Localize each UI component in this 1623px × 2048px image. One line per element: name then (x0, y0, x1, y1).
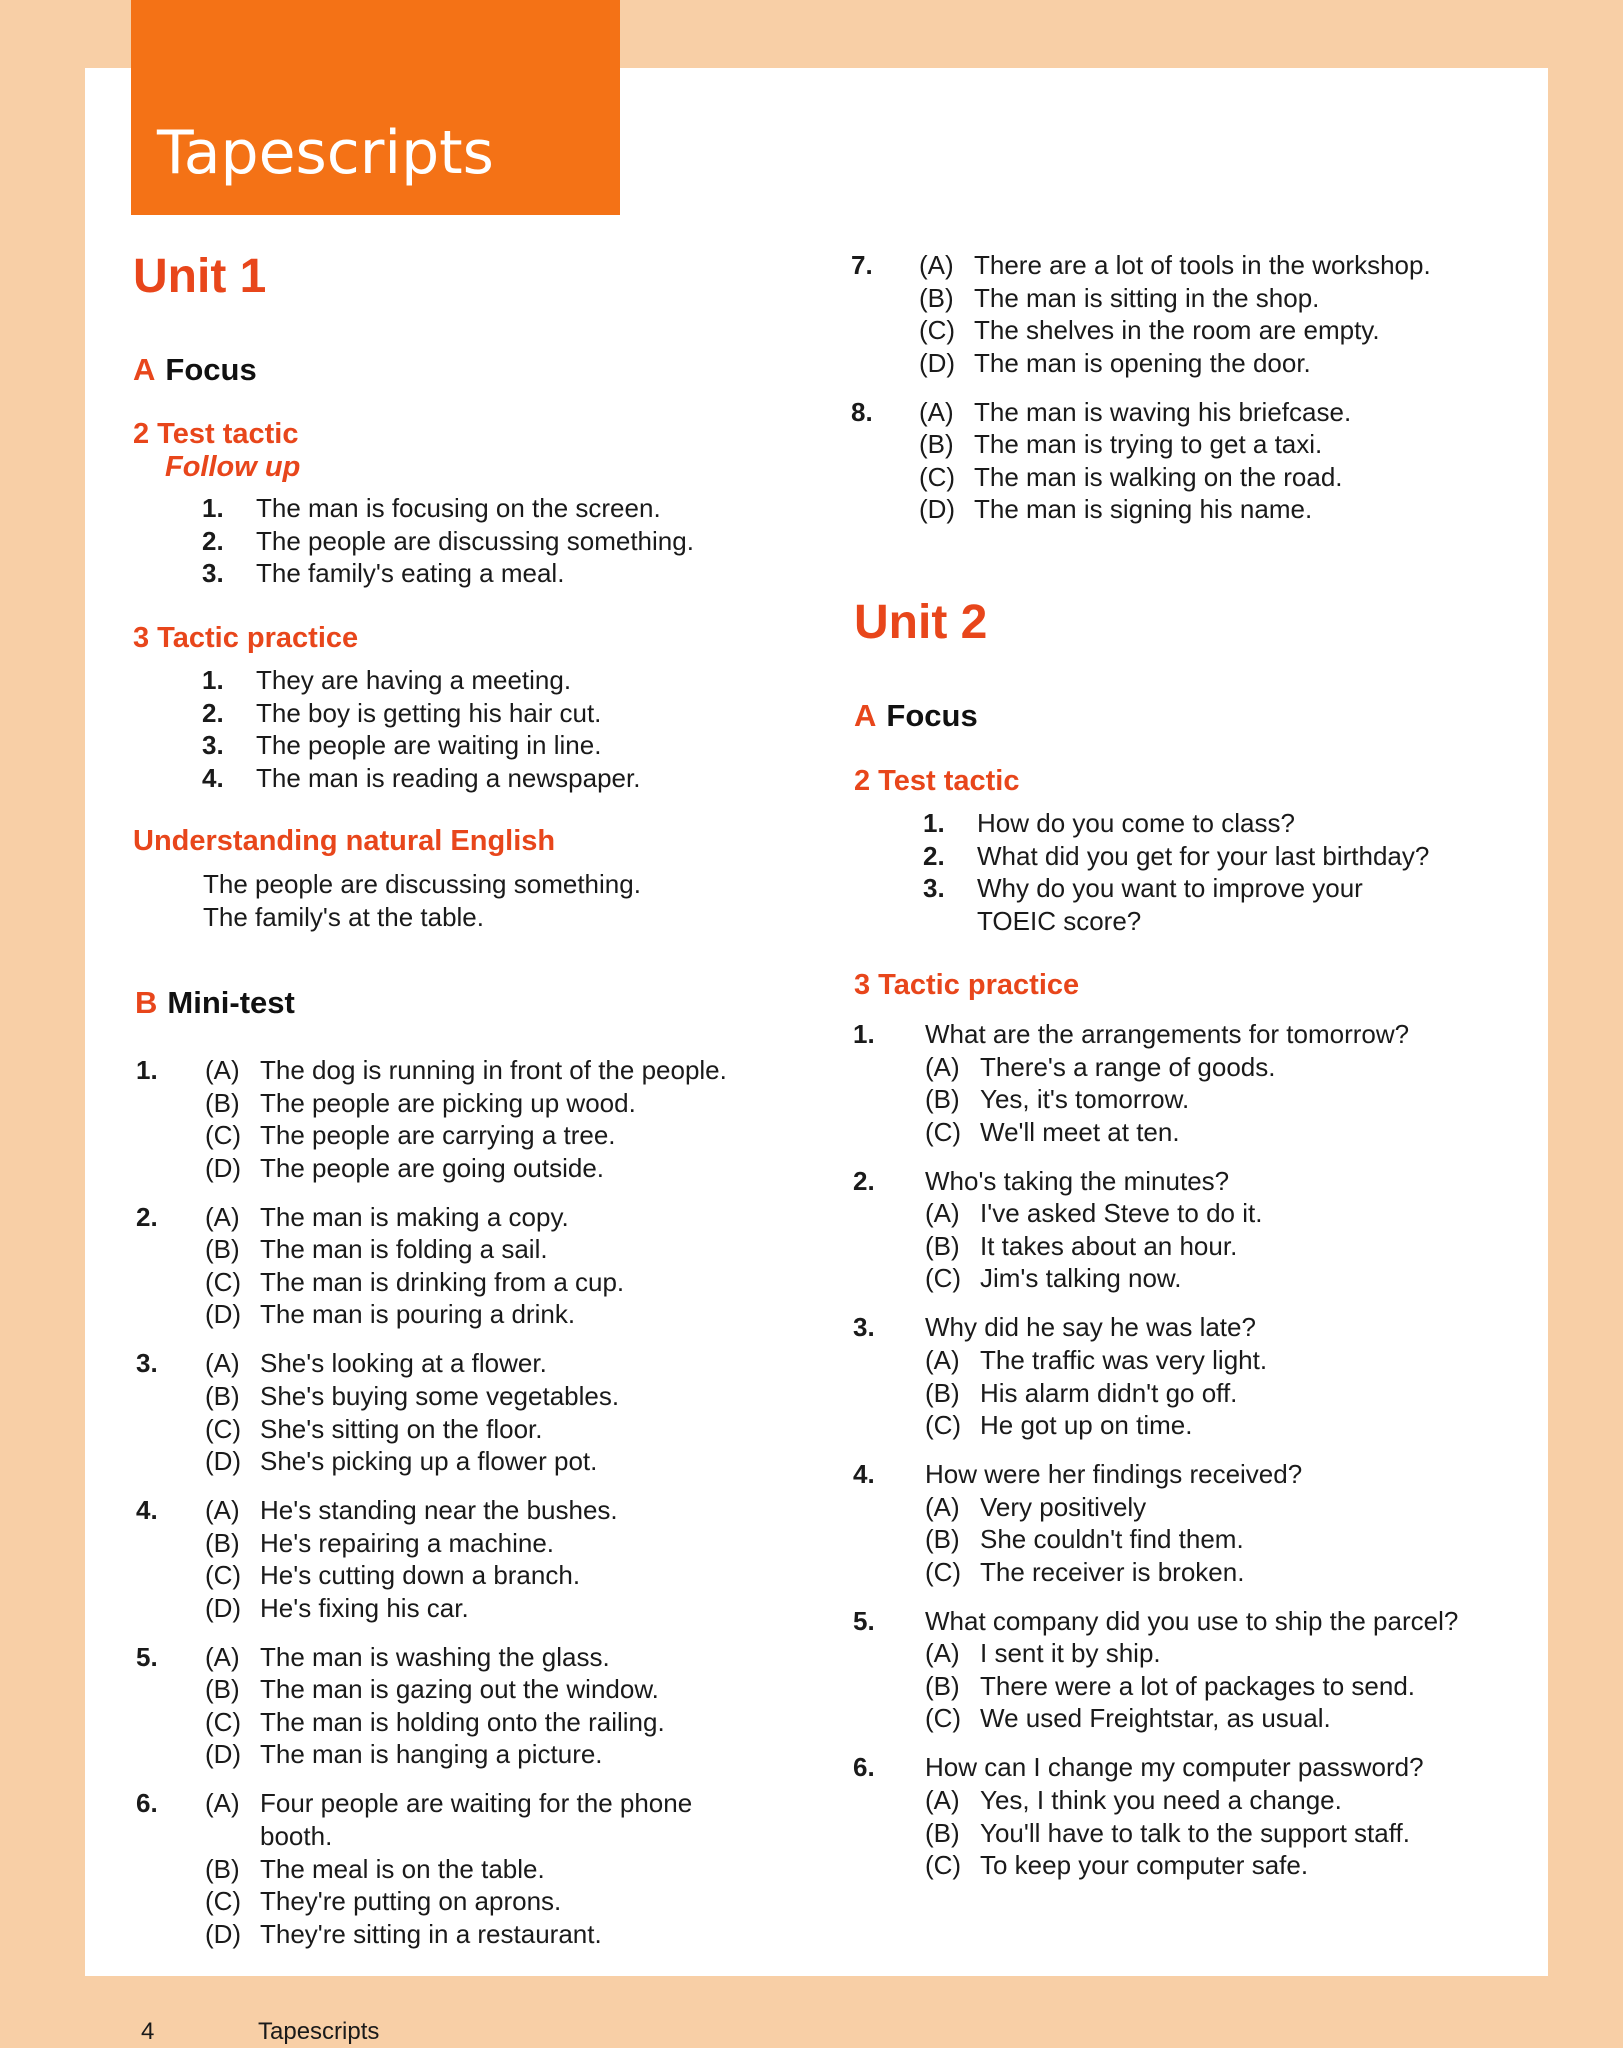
option-text: The man is holding onto the railing. (260, 1706, 665, 1737)
mini-test-heading (135, 985, 295, 1021)
option-row (851, 461, 1491, 494)
option-letter: (A) (925, 1491, 960, 1522)
unit2-heading: Unit 2 (854, 596, 988, 649)
unit1-tactic-practice-heading: 3 Tactic practice (133, 622, 359, 654)
item-text: The man is focusing on the screen. (256, 493, 661, 523)
question-number (136, 1119, 205, 1152)
question-number (136, 1592, 205, 1625)
item-number: 4. (202, 762, 224, 793)
list-item (202, 664, 762, 697)
section-letter: A (133, 352, 156, 387)
option-letter: (A) (925, 1784, 960, 1815)
question-number (851, 461, 919, 494)
option-row (136, 1559, 776, 1592)
option-text: The man is walking on the road. (974, 461, 1343, 492)
option-row (853, 1377, 1493, 1410)
option-letter: (C) (925, 1116, 962, 1147)
option-row (851, 396, 1491, 429)
option-letter: (B) (205, 1087, 240, 1118)
question-number (136, 1706, 205, 1739)
item-number: 2. (202, 525, 224, 556)
option-text: The man is pouring a drink. (260, 1299, 576, 1330)
question-number: 6. (853, 1752, 875, 1783)
option-text: She's looking at a flower. (260, 1348, 547, 1379)
option-letter: (D) (919, 494, 956, 525)
question-number (136, 1266, 205, 1299)
option-row (851, 493, 1491, 526)
list-item (202, 525, 762, 558)
option-row (136, 1087, 776, 1120)
option-letter: (B) (925, 1670, 960, 1701)
question (851, 249, 1491, 379)
option-text: We'll meet at ten. (980, 1116, 1180, 1147)
section-label: Focus (165, 352, 257, 387)
list-item (923, 872, 1443, 937)
option-letter: (C) (925, 1703, 962, 1734)
option-letter: (C) (925, 1410, 962, 1441)
natural-english-lines (203, 868, 641, 933)
question-prompt-row (853, 1018, 1493, 1051)
question (136, 1347, 776, 1477)
question-number: 6. (136, 1788, 158, 1819)
page-number: 4 (141, 2018, 155, 2045)
option-letter: (A) (205, 1641, 240, 1672)
question (853, 1165, 1493, 1295)
option-letter: (C) (925, 1850, 962, 1881)
question-prompt: What are the arrangements for tomorrow? (925, 1019, 1410, 1049)
question-number: 7. (851, 250, 873, 280)
question-prompt: How were her findings received? (925, 1459, 1303, 1490)
unit2-tactic-practice-questions (853, 1018, 1493, 1898)
option-row (136, 1380, 776, 1413)
question-number: 4. (136, 1495, 158, 1526)
item-text: They are having a meeting. (256, 665, 572, 695)
question-number: 5. (136, 1641, 158, 1672)
question-number (136, 1559, 205, 1592)
question-prompt: Who's taking the minutes? (925, 1165, 1230, 1196)
option-text: He's standing near the bushes. (260, 1495, 618, 1526)
option-letter: (A) (205, 1055, 240, 1085)
option-row (853, 1230, 1493, 1263)
question-number (136, 1885, 205, 1918)
option-row (136, 1266, 776, 1299)
question-number (136, 1853, 205, 1886)
option-letter: (B) (205, 1234, 240, 1265)
option-row (853, 1849, 1493, 1882)
option-letter: (B) (925, 1377, 960, 1408)
option-letter: (A) (205, 1201, 240, 1232)
item-text: The boy is getting his hair cut. (256, 697, 602, 728)
question-number (851, 493, 919, 526)
footer-label: Tapescripts (258, 2018, 380, 2045)
question (136, 1787, 776, 1950)
option-text: The man is making a copy. (260, 1201, 569, 1232)
question-number: 5. (853, 1605, 875, 1636)
option-letter: (A) (925, 1344, 960, 1375)
option-letter: (B) (919, 429, 954, 460)
option-text: Yes, I think you need a change. (980, 1784, 1342, 1815)
item-number: 1. (202, 493, 224, 523)
question-number (136, 1738, 205, 1771)
section-label: Mini-test (167, 985, 295, 1020)
option-text: He's fixing his car. (260, 1592, 469, 1623)
question (853, 1751, 1493, 1881)
question-prompt-row (853, 1458, 1493, 1491)
unit1-heading: Unit 1 (133, 250, 267, 303)
option-row (853, 1116, 1493, 1149)
option-row (136, 1738, 776, 1771)
question (136, 1201, 776, 1331)
item-text: What did you get for your last birthday? (977, 840, 1430, 871)
question-number (136, 1152, 205, 1185)
question (136, 1054, 776, 1184)
option-letter: (C) (205, 1560, 242, 1591)
list-item (923, 807, 1443, 840)
question-number (136, 1918, 205, 1951)
title-banner (131, 0, 620, 215)
option-row (136, 1445, 776, 1478)
option-letter: (C) (925, 1263, 962, 1294)
option-row (853, 1344, 1493, 1377)
option-letter: (B) (925, 1230, 960, 1261)
unit1-test-tactic-list (202, 492, 762, 590)
question-number (851, 314, 919, 347)
question-number (136, 1087, 205, 1120)
option-letter: (D) (205, 1446, 242, 1477)
option-text: The man is trying to get a taxi. (974, 429, 1323, 460)
list-item (202, 729, 762, 762)
text-line: The people are discussing something. (203, 869, 641, 899)
option-text: The people are picking up wood. (260, 1087, 636, 1118)
unit1-tactic-practice-list (202, 664, 762, 794)
question-number: 1. (853, 1019, 875, 1049)
question-number: 3. (853, 1312, 875, 1343)
option-text: His alarm didn't go off. (980, 1377, 1238, 1408)
question-number (136, 1380, 205, 1413)
section-letter: B (135, 985, 158, 1020)
question-number: 4. (853, 1459, 875, 1490)
option-text: The man is sitting in the shop. (974, 282, 1320, 313)
option-letter: (D) (205, 1152, 242, 1183)
option-row (136, 1494, 776, 1527)
option-letter: (B) (925, 1084, 960, 1115)
option-letter: (B) (205, 1853, 240, 1884)
option-text: They're sitting in a restaurant. (260, 1918, 602, 1949)
item-number: 3. (202, 730, 224, 761)
list-item (202, 557, 762, 590)
question-prompt-row (853, 1605, 1493, 1638)
option-text: The man is folding a sail. (260, 1234, 548, 1265)
option-letter: (B) (919, 282, 954, 313)
option-row (136, 1298, 776, 1331)
option-text: The man is hanging a picture. (260, 1739, 603, 1770)
option-row (136, 1054, 776, 1087)
option-text: The people are going outside. (260, 1152, 605, 1183)
question-number: 1. (136, 1055, 158, 1085)
option-row (136, 1119, 776, 1152)
page-title: Tapescripts (157, 118, 494, 188)
question-number (136, 1527, 205, 1560)
item-number: 2. (202, 697, 224, 728)
question (853, 1018, 1493, 1148)
option-letter: (D) (919, 347, 956, 378)
option-text: The dog is running in front of the people. (260, 1055, 727, 1085)
option-letter: (C) (205, 1706, 242, 1737)
option-letter: (A) (919, 396, 954, 427)
option-row (851, 347, 1491, 380)
option-text: The man is opening the door. (974, 347, 1311, 378)
option-text: She's picking up a flower pot. (260, 1446, 598, 1477)
question-prompt-row (853, 1165, 1493, 1198)
option-letter: (D) (205, 1592, 242, 1623)
option-row (853, 1702, 1493, 1735)
option-text: Yes, it's tomorrow. (980, 1084, 1190, 1115)
unit2-test-tactic-heading: 2 Test tactic (854, 765, 1020, 797)
unit1-test-tactic-heading (133, 418, 300, 484)
option-letter: (D) (205, 1299, 242, 1330)
option-text: The man is gazing out the window. (260, 1674, 659, 1705)
option-letter: (A) (925, 1051, 960, 1082)
option-text: I sent it by ship. (980, 1638, 1161, 1669)
unit2-focus-heading (854, 698, 978, 734)
option-letter: (A) (205, 1495, 240, 1526)
option-row (136, 1885, 776, 1918)
option-row (853, 1637, 1493, 1670)
list-item (202, 492, 762, 525)
option-row (853, 1083, 1493, 1116)
option-letter: (C) (205, 1120, 242, 1151)
option-row (851, 249, 1491, 282)
option-text: To keep your computer safe. (980, 1850, 1309, 1881)
option-row (853, 1262, 1493, 1295)
option-text: The receiver is broken. (980, 1556, 1245, 1587)
option-row (136, 1673, 776, 1706)
heading-label: 2 Test tactic (133, 418, 299, 450)
option-letter: (C) (205, 1886, 242, 1917)
unit2-tactic-practice-heading: 3 Tactic practice (854, 969, 1080, 1001)
option-text: The meal is on the table. (260, 1853, 545, 1884)
option-text: She couldn't find them. (980, 1524, 1244, 1555)
item-number: 3. (923, 873, 945, 904)
question-prompt-row (853, 1311, 1493, 1344)
option-row (853, 1784, 1493, 1817)
option-row (136, 1641, 776, 1674)
option-row (851, 282, 1491, 315)
question-prompt: Why did he say he was late? (925, 1312, 1256, 1343)
option-text: The man is drinking from a cup. (260, 1266, 625, 1297)
item-number: 1. (923, 808, 945, 838)
item-number: 3. (202, 558, 224, 589)
option-letter: (A) (205, 1348, 240, 1379)
option-row (853, 1523, 1493, 1556)
option-text: Four people are waiting for the phone booth. (260, 1788, 693, 1851)
option-row (136, 1347, 776, 1380)
option-row (136, 1527, 776, 1560)
option-text: The man is washing the glass. (260, 1641, 610, 1672)
option-letter: (B) (205, 1527, 240, 1558)
option-letter: (B) (205, 1380, 240, 1411)
option-letter: (B) (205, 1674, 240, 1705)
question-number (851, 282, 919, 315)
option-text: He's repairing a machine. (260, 1527, 554, 1558)
option-row (853, 1556, 1493, 1589)
option-row (136, 1201, 776, 1234)
text-line: The family's at the table. (203, 901, 484, 932)
natural-english-heading: Understanding natural English (133, 825, 556, 857)
unit1-focus-heading (133, 352, 257, 388)
list-item (923, 840, 1443, 873)
option-text: Jim's talking now. (980, 1263, 1182, 1294)
list-item (202, 762, 762, 795)
item-text: How do you come to class? (977, 808, 1295, 838)
question (136, 1641, 776, 1771)
option-row (136, 1918, 776, 1951)
question-number: 2. (136, 1201, 158, 1232)
question-prompt-row (853, 1751, 1493, 1784)
option-row (136, 1413, 776, 1446)
option-text: They're putting on aprons. (260, 1886, 562, 1917)
item-text: The people are waiting in line. (256, 730, 602, 761)
question-prompt: What company did you use to ship the parcel? (925, 1605, 1459, 1636)
option-text: Very positively (980, 1491, 1147, 1522)
question-number: 3. (136, 1348, 158, 1379)
question-number (851, 428, 919, 461)
mini-test-questions-left (136, 1054, 776, 1967)
option-letter: (A) (205, 1788, 240, 1819)
option-letter: (C) (919, 461, 956, 492)
option-row (853, 1817, 1493, 1850)
item-number: 2. (923, 840, 945, 871)
option-text: She's sitting on the floor. (260, 1413, 543, 1444)
option-row (853, 1409, 1493, 1442)
option-text: The man is waving his briefcase. (974, 396, 1352, 427)
unit2-test-tactic-list (923, 807, 1443, 937)
option-row (136, 1706, 776, 1739)
option-text: He's cutting down a branch. (260, 1560, 581, 1591)
heading-sub: Follow up (165, 451, 301, 483)
option-text: There's a range of goods. (980, 1051, 1276, 1082)
option-text: We used Freightstar, as usual. (980, 1703, 1331, 1734)
option-letter: (D) (205, 1918, 242, 1949)
option-letter: (B) (925, 1524, 960, 1555)
question-number: 2. (853, 1165, 875, 1196)
question-number (136, 1298, 205, 1331)
option-text: There are a lot of tools in the workshop. (974, 250, 1431, 280)
option-text: It takes about an hour. (980, 1230, 1238, 1261)
option-row (853, 1670, 1493, 1703)
question (853, 1458, 1493, 1588)
option-row (851, 428, 1491, 461)
option-row (136, 1152, 776, 1185)
item-number: 1. (202, 665, 224, 695)
option-text: He got up on time. (980, 1410, 1193, 1441)
question-number (136, 1673, 205, 1706)
option-row (853, 1051, 1493, 1084)
question (853, 1605, 1493, 1735)
option-letter: (C) (205, 1413, 242, 1444)
option-letter: (A) (925, 1198, 960, 1229)
option-row (853, 1197, 1493, 1230)
section-label: Focus (886, 698, 978, 733)
option-row (136, 1787, 776, 1852)
option-row (136, 1853, 776, 1886)
option-text: I've asked Steve to do it. (980, 1198, 1263, 1229)
option-letter: (C) (925, 1556, 962, 1587)
list-item (202, 697, 762, 730)
option-letter: (A) (919, 250, 954, 280)
section-letter: A (854, 698, 877, 733)
option-text: The shelves in the room are empty. (974, 315, 1380, 346)
item-text: Why do you want to improve your TOEIC score? (977, 873, 1363, 936)
item-text: The man is reading a newspaper. (256, 762, 641, 793)
question-number: 8. (851, 396, 873, 427)
option-row (853, 1491, 1493, 1524)
option-text: The traffic was very light. (980, 1344, 1268, 1375)
option-letter: (B) (925, 1817, 960, 1848)
question-number (136, 1233, 205, 1266)
question (851, 396, 1491, 526)
question-number (851, 347, 919, 380)
question-prompt: How can I change my computer password? (925, 1752, 1424, 1783)
option-text: The man is signing his name. (974, 494, 1313, 525)
question (136, 1494, 776, 1624)
mini-test-questions-right (851, 249, 1491, 542)
question-number (136, 1413, 205, 1446)
option-text: There were a lot of packages to send. (980, 1670, 1416, 1701)
option-letter: (A) (925, 1638, 960, 1669)
question (853, 1311, 1493, 1441)
option-text: The people are carrying a tree. (260, 1120, 616, 1151)
option-letter: (C) (205, 1266, 242, 1297)
option-text: You'll have to talk to the support staff. (980, 1817, 1410, 1848)
option-row (136, 1592, 776, 1625)
option-letter: (D) (205, 1739, 242, 1770)
option-row (851, 314, 1491, 347)
option-letter: (C) (919, 315, 956, 346)
item-text: The family's eating a meal. (256, 558, 565, 589)
option-text: She's buying some vegetables. (260, 1380, 620, 1411)
option-row (136, 1233, 776, 1266)
question-number (136, 1445, 205, 1478)
item-text: The people are discussing something. (256, 525, 694, 556)
